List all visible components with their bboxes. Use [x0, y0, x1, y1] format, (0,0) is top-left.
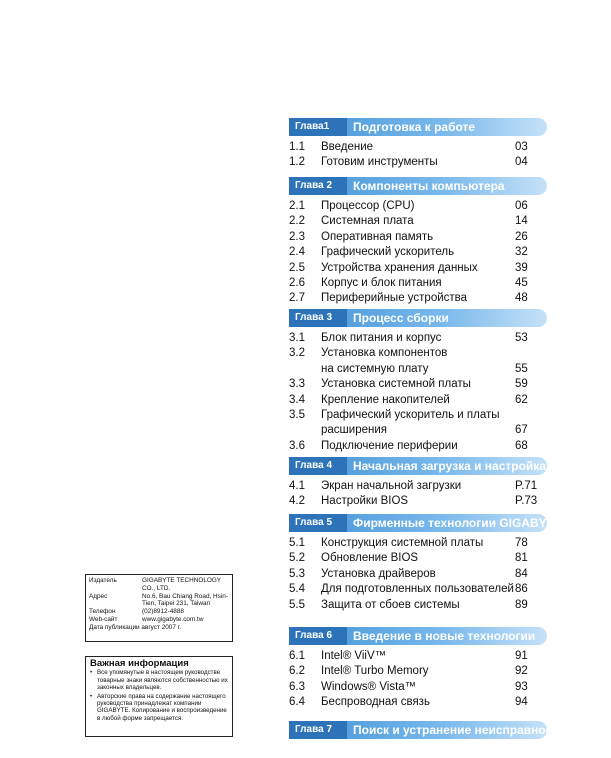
entry-title: Блок питания и корпус — [321, 332, 442, 344]
toc-entry[interactable] — [289, 598, 539, 613]
publisher-box — [85, 574, 233, 642]
entry-title: Процессор (CPU) — [321, 200, 415, 212]
toc-entry[interactable] — [289, 408, 539, 423]
entry-title: Конструкция системной платы — [321, 537, 484, 549]
chapter-header — [289, 514, 562, 532]
chapter-title: Фирменные технологии GIGABYTE — [353, 516, 562, 530]
chapter-number: Глава1 — [289, 118, 347, 136]
entry-title: Intel® Turbo Memory — [321, 665, 429, 678]
entry-page: 81 — [515, 552, 528, 565]
entry-number: 6.4 — [289, 696, 305, 709]
entry-page: 06 — [515, 200, 528, 212]
toc-entry[interactable] — [289, 245, 539, 260]
toc-entry[interactable] — [289, 494, 539, 509]
entry-number: 5.5 — [289, 598, 305, 611]
publisher-row: Издатель GIGABYTE TECHNOLOGY CO., LTD. — [89, 577, 221, 592]
entry-title: Устройства хранения данных — [321, 261, 478, 274]
entry-number: 5.3 — [289, 567, 305, 580]
toc-entry[interactable] — [289, 582, 539, 597]
entry-number: 4.1 — [289, 480, 305, 492]
chapter-header — [289, 118, 547, 136]
entry-page: 91 — [515, 650, 528, 662]
chapter-header — [289, 309, 547, 327]
chapter-header — [289, 627, 547, 645]
toc-entry[interactable] — [289, 155, 539, 170]
chapter-title: Компоненты компьютера — [353, 179, 505, 193]
entry-title: расширения — [321, 424, 387, 437]
entry-page: 39 — [515, 261, 528, 274]
entry-title: Обновление BIOS — [321, 552, 419, 565]
entry-title: Windows® Vista™ — [321, 680, 417, 693]
entry-number: 6.2 — [289, 665, 305, 678]
entry-number: 2.1 — [289, 200, 305, 212]
entry-page: 67 — [515, 424, 528, 437]
entry-number: 2.5 — [289, 261, 305, 274]
entry-title: Защита от сбоев системы — [321, 598, 460, 611]
toc-entry[interactable] — [289, 423, 539, 438]
chapter-number: Глава 6 — [289, 627, 347, 645]
toc-entry[interactable] — [289, 214, 539, 229]
entry-title: Введение — [321, 141, 374, 153]
chapter-title: Начальная загрузка и настройка BIO — [353, 459, 571, 473]
entry-number: 6.1 — [289, 650, 305, 662]
publisher-row: Телефон (02)8912-4888 — [89, 608, 184, 616]
toc-entry[interactable] — [289, 377, 539, 392]
entry-title: Экран начальной загрузки — [321, 480, 462, 492]
chapter-header — [289, 721, 573, 739]
entry-number: 6.3 — [289, 680, 305, 693]
chapter-title: Поиск и устранение неисправностей — [353, 723, 573, 737]
entry-number: 5.1 — [289, 537, 305, 549]
toc-entry[interactable] — [289, 393, 539, 408]
entry-number: 3.3 — [289, 378, 305, 391]
entry-title: Настройки BIOS — [321, 495, 409, 508]
entry-title: Корпус и блок питания — [321, 277, 442, 289]
entry-page: 14 — [515, 215, 528, 228]
entry-title: Оперативная память — [321, 230, 434, 243]
entry-page: 32 — [515, 246, 528, 259]
toc-entry[interactable] — [289, 276, 539, 291]
entry-page: P.73 — [515, 495, 538, 508]
entry-page: 89 — [515, 598, 528, 611]
entry-title: Intel® ViiV™ — [321, 650, 387, 662]
entry-page: 03 — [515, 141, 528, 153]
toc-entry[interactable] — [289, 230, 539, 245]
entry-number: 2.7 — [289, 292, 305, 305]
entry-page: 55 — [515, 362, 528, 375]
entry-number: 3.1 — [289, 332, 305, 344]
entry-number: 2.4 — [289, 246, 305, 259]
entry-number: 5.2 — [289, 552, 305, 565]
entry-page: 26 — [515, 230, 528, 243]
chapter-number: Глава 3 — [289, 309, 347, 327]
entry-number: 3.5 — [289, 409, 305, 421]
entry-title: Графический ускоритель — [321, 246, 455, 259]
entry-number: 2.2 — [289, 215, 305, 228]
entry-title: Системная плата — [321, 215, 414, 228]
important-info-box — [85, 656, 233, 737]
entry-title: Периферийные устройства — [321, 292, 468, 305]
chapter-number: Глава 2 — [289, 177, 347, 195]
publisher-row: Адрес No.6, Bau Chiang Road, Hsin-Tien, Taipei 231, Taiwan — [89, 592, 228, 608]
entry-title: Крепление накопителей — [321, 393, 450, 406]
entry-number: 5.4 — [289, 583, 305, 596]
entry-title: Установка драйверов — [321, 567, 436, 580]
entry-number: 3.6 — [289, 439, 305, 452]
entry-page: 59 — [515, 378, 528, 391]
entry-number: 2.3 — [289, 230, 305, 243]
toc-entry[interactable] — [289, 346, 539, 361]
toc-entry[interactable] — [289, 439, 539, 454]
toc-entry[interactable] — [289, 331, 539, 346]
entry-title: на системную плату — [321, 362, 429, 375]
chapter-title: Подготовка к работе — [353, 120, 476, 134]
entry-page: 48 — [515, 292, 528, 305]
entry-title: Установка компонентов — [321, 347, 448, 360]
toc-entry[interactable] — [289, 551, 539, 566]
toc-entry[interactable] — [289, 567, 539, 582]
entry-page: 62 — [515, 393, 528, 406]
important-bullet: • Все упомянутые в настоящем руководстве товарные знаки являются собственностью их законных владельцев. — [90, 669, 228, 692]
entry-page: 45 — [515, 277, 528, 289]
chapter-title: Процесс сборки — [353, 311, 449, 325]
entry-title: Беспроводная связь — [321, 696, 430, 709]
publisher-row: Web-сайт www.gigabyte.com.tw — [89, 615, 204, 623]
chapter-number: Глава 5 — [289, 514, 347, 532]
entry-page: 78 — [515, 537, 528, 549]
entry-number: 3.2 — [289, 347, 305, 360]
entry-page: 94 — [515, 696, 528, 709]
entry-page: 04 — [515, 156, 528, 169]
toc-entry[interactable] — [289, 695, 539, 710]
toc-entry[interactable] — [289, 291, 539, 306]
chapter-title: Введение в новые технологии — [353, 629, 536, 643]
entry-page: 86 — [515, 583, 528, 596]
toc-entry[interactable] — [289, 680, 539, 695]
entry-number: 3.4 — [289, 393, 305, 406]
entry-title: Установка системной платы — [321, 378, 471, 391]
important-heading: Важная информация — [90, 658, 189, 669]
entry-title: Графический ускоритель и платы — [321, 409, 500, 421]
entry-number: 1.1 — [289, 141, 305, 153]
toc-entry[interactable] — [289, 536, 539, 551]
chapter-header — [289, 177, 547, 195]
chapter-header — [289, 457, 571, 475]
entry-page: P.71 — [515, 480, 538, 492]
entry-page: 84 — [515, 567, 528, 580]
entry-page: 93 — [515, 680, 528, 693]
entry-page: 92 — [515, 665, 528, 678]
toc-entry[interactable] — [289, 261, 539, 276]
entry-title: Готовим инструменты — [321, 156, 438, 169]
entry-title: Подключение периферии — [321, 439, 458, 452]
entry-number: 1.2 — [289, 156, 305, 169]
toc-entry[interactable] — [289, 664, 539, 679]
chapter-number: Глава 4 — [289, 457, 347, 475]
important-bullet: • Авторские права на содержание настоящего руководства принадлежат компании GIGABYTE. Копирование и воспроизведение в любой форме запрещается. — [90, 692, 227, 722]
entry-page: 53 — [515, 332, 528, 344]
entry-page: 68 — [515, 439, 528, 452]
chapter-number: Глава 7 — [289, 721, 347, 739]
toc-entry[interactable] — [289, 199, 539, 214]
toc-entry[interactable] — [289, 140, 539, 155]
toc-entry[interactable] — [289, 649, 539, 664]
entry-number: 2.6 — [289, 277, 305, 289]
entry-title: Для подготовленных пользователей — [321, 583, 514, 596]
toc-entry[interactable] — [289, 479, 539, 494]
toc-entry[interactable] — [289, 362, 539, 377]
publication-date: Дата публикации август 2007 г. — [89, 623, 182, 631]
entry-number: 4.2 — [289, 495, 305, 508]
